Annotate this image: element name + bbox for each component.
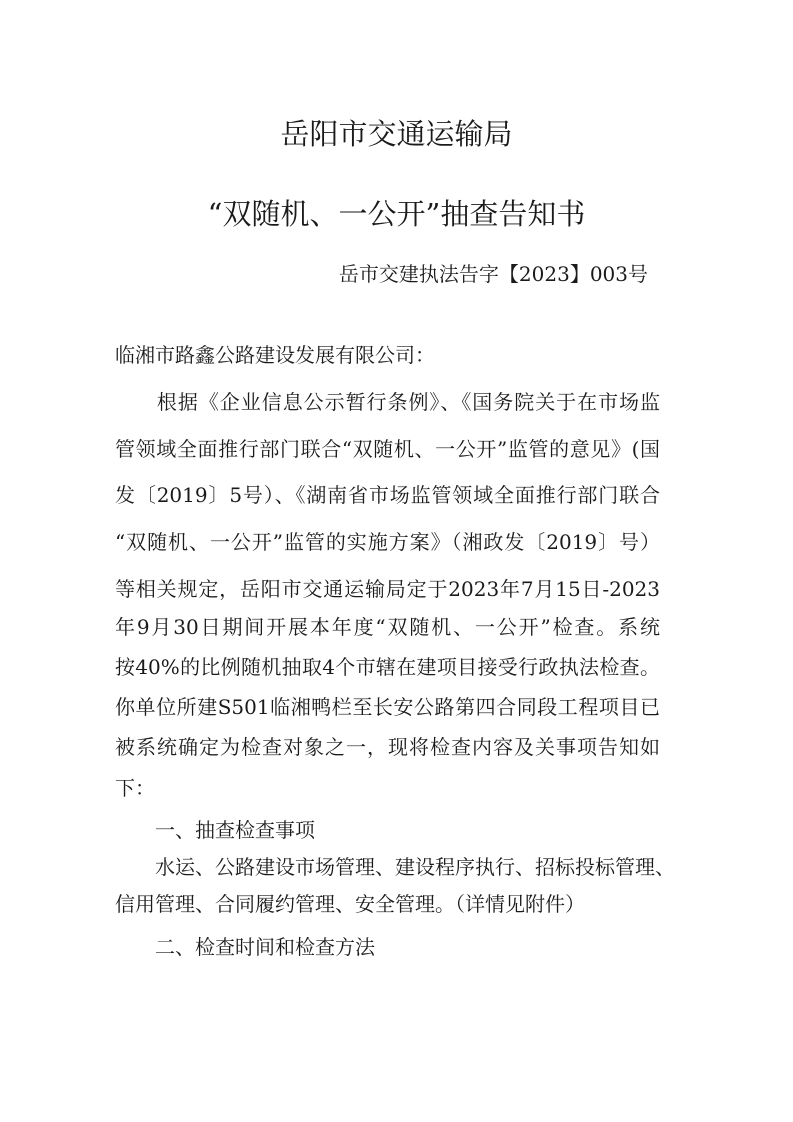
body-line: 你单位所建S501临湘鸭栏至长安公路第四合同段工程项目已 xyxy=(115,695,660,719)
body-line: 水运、公路建设市场管理、建设程序执行、招标投标管理、 xyxy=(115,855,675,879)
body-line: 下： xyxy=(115,776,155,800)
document-title: “双随机、一公开”抽查告知书 xyxy=(207,197,586,231)
body-line: 等相关规定，岳阳市交通运输局定于2023年7月15日-2023 xyxy=(115,577,660,601)
section-heading: 二、检查时间和检查方法 xyxy=(115,935,375,959)
body-line: 发〔2019〕5号）、《湖南省市场监管领域全面推行部门联合 xyxy=(115,483,660,507)
body-line: 根据《企业信息公示暂行条例》、《国务院关于在市场监 xyxy=(115,390,660,414)
body-line: 管领域全面推行部门联合“双随机、一公开”监管的意见》(国 xyxy=(115,437,660,461)
section-heading: 一、抽查检查事项 xyxy=(115,818,315,842)
document-number: 岳市交建执法告字【2023】003号 xyxy=(338,262,648,286)
body-line: 信用管理、合同履约管理、安全管理。（详情见附件） xyxy=(115,892,585,916)
issuing-organization: 岳阳市交通运输局 xyxy=(280,117,513,151)
body-line: 按40%的比例随机抽取4个市辖在建项目接受行政执法检查。 xyxy=(115,655,660,679)
body-line: “双随机、一公开”监管的实施方案》（湘政发〔2019〕号） xyxy=(115,530,660,554)
addressee: 临湘市路鑫公路建设发展有限公司： xyxy=(115,343,435,367)
body-line: 被系统确定为检查对象之一，现将检查内容及关事项告知如 xyxy=(115,735,660,759)
body-line: 年9月30日期间开展本年度“双随机、一公开”检查。系统 xyxy=(115,615,660,639)
